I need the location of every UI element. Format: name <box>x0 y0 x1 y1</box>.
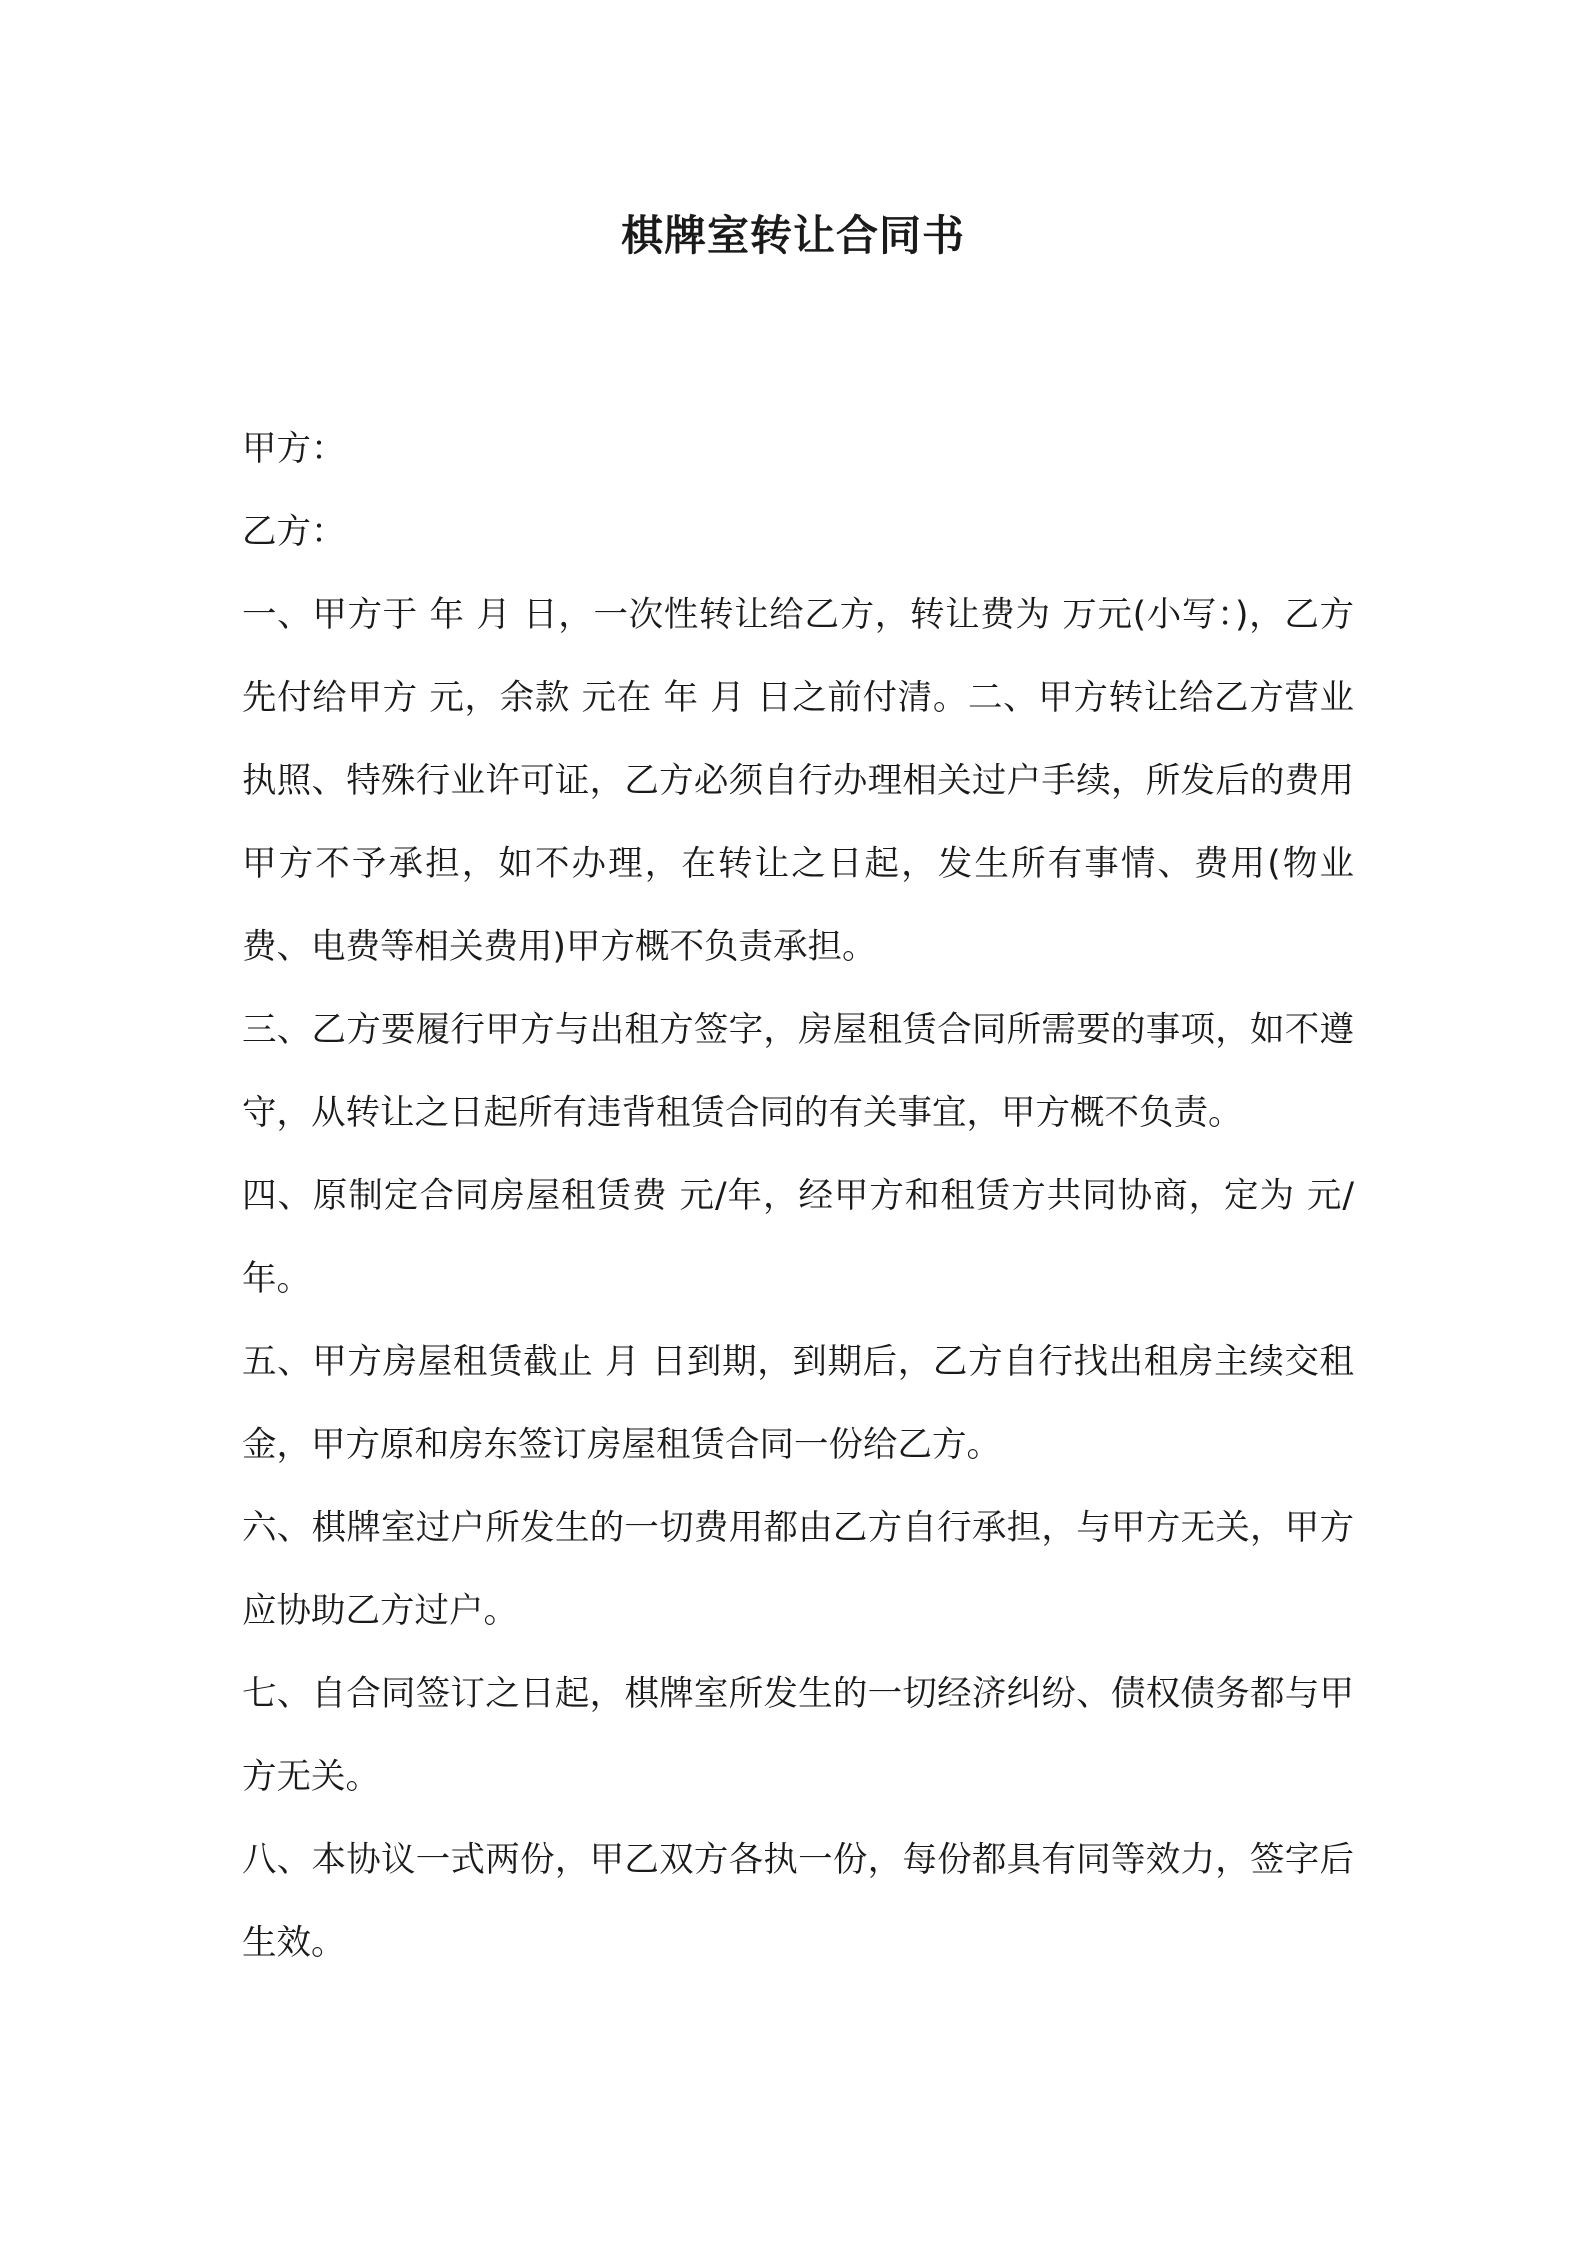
document-body <box>242 408 1354 1985</box>
clause-7: 七、自合同签订之日起，棋牌室所发生的一切经济纠纷、债权债务都与甲方无关。 <box>242 1674 1354 1797</box>
document-title: 棋牌室转让合同书 <box>620 211 965 260</box>
clause-3: 三、乙方要履行甲方与出租方签字，房屋租赁合同所需要的事项，如不遵守，从转让之日起所有违背租赁合同的有关事宜，甲方概不负责。 <box>242 1010 1354 1133</box>
clause-8: 八、本协议一式两份，甲乙双方各执一份，每份都具有同等效力，签字后生效。 <box>242 1840 1354 1963</box>
clause-5: 五、甲方房屋租赁截止 月 日到期，到期后，乙方自行找出租房主续交租金，甲方原和房东签订房屋租赁合同一份给乙方。 <box>242 1342 1354 1465</box>
clause-4: 四、原制定合同房屋租赁费 元/年，经甲方和租赁方共同协商，定为 元/年。 <box>242 1176 1354 1299</box>
party-a-line: 甲方： <box>242 429 346 469</box>
clause-6: 六、棋牌室过户所发生的一切费用都由乙方自行承担，与甲方无关，甲方应协助乙方过户。 <box>242 1508 1354 1631</box>
party-b-line: 乙方： <box>242 512 346 552</box>
clause-1-2: 一、甲方于 年 月 日，一次性转让给乙方，转让费为 万元(小写：)，乙方先付给甲方 元，余款 元在 年 月 日之前付清。二、甲方转让给乙方营业执照、特殊行业许可证，乙方必须自行办理相关过户手续，所发后的费用甲方不予承担，如不办理，在转让之日起，发生所有事情、费用(物业费、电费等相关费用)甲方概不负责承担。 <box>242 595 1354 967</box>
